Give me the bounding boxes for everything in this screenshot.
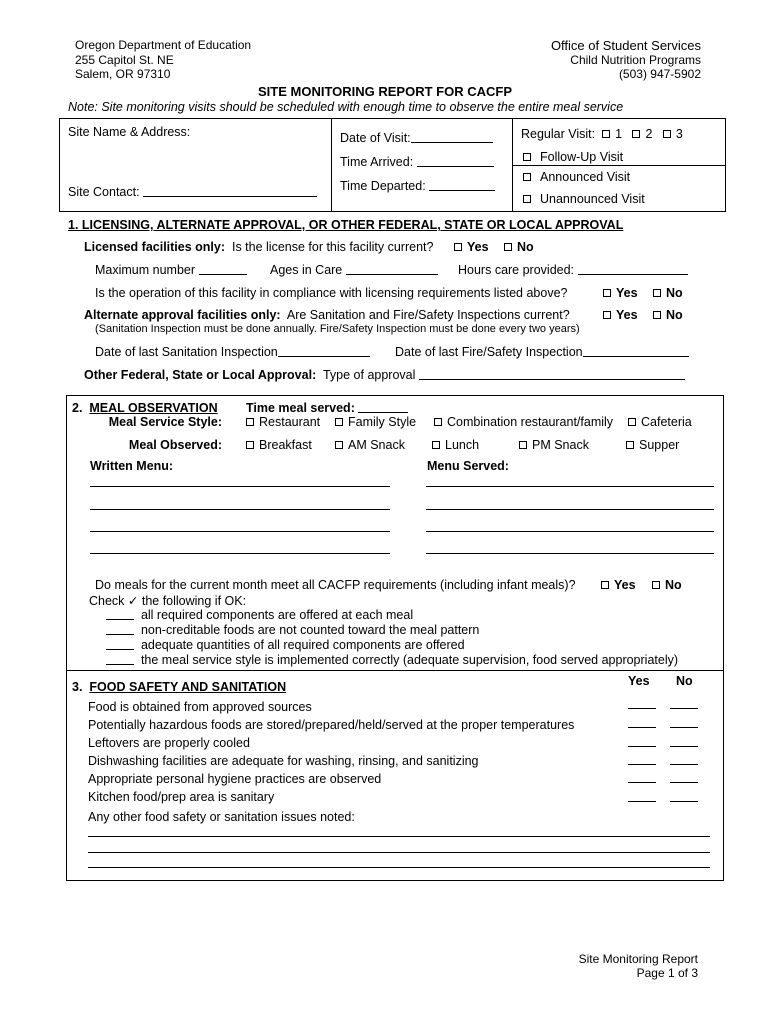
unannounced-checkbox[interactable]	[523, 195, 531, 203]
check-item: the meal service style is implemented correctly (adequate supervision, food served appropriately)	[106, 653, 678, 667]
style-cafeteria: Cafeteria	[628, 415, 692, 429]
licensed-yes: Yes	[454, 240, 489, 254]
scheduling-note: Note: Site monitoring visits should be scheduled with enough time to observe the entire meal service	[68, 100, 624, 114]
written-menu-line[interactable]	[90, 486, 390, 487]
licensed-yes-checkbox[interactable]	[454, 243, 462, 251]
maximum-number: Maximum number	[95, 263, 247, 277]
compliance-question: Is the operation of this facility in compliance with licensing requirements listed above?	[95, 286, 568, 300]
section2-heading: 2. MEAL OBSERVATION	[72, 401, 218, 415]
compliance-yes: Yes	[603, 286, 638, 300]
agency-street: 255 Capitol St. NE	[75, 53, 174, 67]
written-menu-line[interactable]	[90, 531, 390, 532]
restaurant-checkbox[interactable]	[246, 418, 254, 426]
meal-pm-snack: PM Snack	[519, 438, 589, 452]
safety-yes-blank[interactable]	[628, 782, 656, 783]
program-name: Child Nutrition Programs	[570, 53, 701, 67]
safety-no-blank[interactable]	[670, 746, 698, 747]
other-approval: Other Federal, State or Local Approval: Type of approval	[84, 368, 685, 382]
fire-safety-date: Date of last Fire/Safety Inspection	[395, 345, 689, 359]
safety-yes-blank[interactable]	[628, 727, 656, 728]
site-name-label: Site Name & Address:	[68, 125, 191, 139]
style-restaurant: Restaurant	[246, 415, 320, 429]
alternate-yes: Yes	[603, 308, 638, 322]
date-of-visit-field[interactable]	[411, 131, 493, 143]
other-issues-line[interactable]	[88, 852, 710, 853]
fire-safety-date-field[interactable]	[583, 345, 689, 357]
compliance-no-checkbox[interactable]	[653, 289, 661, 297]
requirements-question: Do meals for the current month meet all CACFP requirements (including infant meals)?	[95, 578, 576, 592]
time-departed-field[interactable]	[429, 179, 495, 191]
menu-served-line[interactable]	[426, 486, 714, 487]
type-approval-field[interactable]	[419, 368, 685, 380]
alternate-yes-checkbox[interactable]	[603, 311, 611, 319]
breakfast-checkbox[interactable]	[246, 441, 254, 449]
announced-checkbox[interactable]	[523, 173, 531, 181]
check-item-blank[interactable]	[106, 653, 134, 665]
requirements-no-checkbox[interactable]	[652, 581, 660, 589]
style-family: Family Style	[335, 415, 416, 429]
meal-breakfast: Breakfast	[246, 438, 312, 452]
alternate-no: No	[653, 308, 683, 322]
menu-served-line[interactable]	[426, 553, 714, 554]
service-style-label: Meal Service Style:	[108, 415, 222, 429]
written-menu-label: Written Menu:	[90, 459, 174, 473]
safety-yes-blank[interactable]	[628, 801, 656, 802]
combination-checkbox[interactable]	[434, 418, 442, 426]
sanitation-date: Date of last Sanitation Inspection	[95, 345, 370, 359]
menu-served-line[interactable]	[426, 531, 714, 532]
alternate-question: Alternate approval facilities only: Are Sanitation and Fire/Safety Inspections current?	[84, 308, 570, 322]
other-issues-line[interactable]	[88, 836, 710, 837]
time-arrived-field[interactable]	[417, 155, 494, 167]
no-column-header: No	[676, 674, 693, 688]
ages-in-care-field[interactable]	[346, 263, 438, 275]
safety-item: Leftovers are properly cooled	[88, 736, 250, 750]
check-item-blank[interactable]	[106, 608, 134, 620]
regular-visit: Regular Visit: 1 2 3	[521, 127, 683, 141]
page-number: Page 1 of 3	[636, 966, 698, 980]
footer-title: Site Monitoring Report	[578, 952, 698, 966]
hours-care-field[interactable]	[578, 263, 688, 275]
licensed-no: No	[504, 240, 534, 254]
sanitation-date-field[interactable]	[278, 345, 370, 357]
yes-column-header: Yes	[628, 674, 650, 688]
written-menu-line[interactable]	[90, 553, 390, 554]
regular-visit-2-checkbox[interactable]	[632, 130, 640, 138]
am-snack-checkbox[interactable]	[335, 441, 343, 449]
menu-served-label: Menu Served:	[427, 459, 509, 473]
announced-visit: Announced Visit	[523, 170, 630, 184]
style-combination: Combination restaurant/family	[434, 415, 613, 429]
time-arrived: Time Arrived:	[340, 155, 494, 169]
check-item: all required components are offered at each meal	[106, 608, 413, 622]
safety-yes-blank[interactable]	[628, 746, 656, 747]
family-style-checkbox[interactable]	[335, 418, 343, 426]
follow-up-checkbox[interactable]	[523, 153, 531, 161]
maximum-number-field[interactable]	[199, 263, 247, 275]
requirements-yes-checkbox[interactable]	[601, 581, 609, 589]
time-meal-served-field[interactable]	[358, 401, 408, 413]
site-contact-label: Site Contact:	[68, 185, 317, 199]
compliance-no: No	[653, 286, 683, 300]
check-item: non-creditable foods are not counted toward the meal pattern	[106, 623, 479, 637]
lunch-checkbox[interactable]	[432, 441, 440, 449]
meal-supper: Supper	[626, 438, 679, 452]
safety-item: Food is obtained from approved sources	[88, 700, 312, 714]
other-issues-label: Any other food safety or sanitation issues noted:	[88, 810, 355, 824]
agency-city: Salem, OR 97310	[75, 67, 171, 81]
page-title: SITE MONITORING REPORT FOR CACFP	[258, 84, 512, 99]
section3-heading: 3. FOOD SAFETY AND SANITATION	[72, 680, 287, 694]
agency-name: Oregon Department of Education	[75, 38, 252, 52]
unannounced-visit: Unannounced Visit	[523, 192, 645, 206]
safety-no-blank[interactable]	[670, 782, 698, 783]
safety-item: Dishwashing facilities are adequate for washing, rinsing, and sanitizing	[88, 754, 479, 768]
safety-no-blank[interactable]	[670, 764, 698, 765]
safety-no-blank[interactable]	[670, 708, 698, 709]
compliance-yes-checkbox[interactable]	[603, 289, 611, 297]
hours-care: Hours care provided:	[458, 263, 688, 277]
regular-visit-3-checkbox[interactable]	[663, 130, 671, 138]
safety-item: Kitchen food/prep area is sanitary	[88, 790, 275, 804]
requirements-yes: Yes	[601, 578, 636, 592]
written-menu-line[interactable]	[90, 509, 390, 510]
requirements-no: No	[652, 578, 682, 592]
regular-visit-1-checkbox[interactable]	[602, 130, 610, 138]
safety-no-blank[interactable]	[670, 801, 698, 802]
site-contact-field[interactable]	[143, 185, 317, 197]
menu-served-line[interactable]	[426, 509, 714, 510]
check-item-blank[interactable]	[106, 638, 134, 650]
meal-am-snack: AM Snack	[335, 438, 405, 452]
inspection-note: (Sanitation Inspection must be done annually. Fire/Safety Inspection must be done every two years)	[95, 323, 580, 335]
check-item-blank[interactable]	[106, 623, 134, 635]
ages-in-care: Ages in Care	[270, 263, 438, 277]
meal-lunch: Lunch	[432, 438, 479, 452]
office-phone: (503) 947-5902	[618, 67, 701, 81]
other-issues-line[interactable]	[88, 867, 710, 868]
check-item: adequate quantities of all required components are offered	[106, 638, 465, 652]
meal-observed-label: Meal Observed:	[128, 438, 222, 452]
safety-yes-blank[interactable]	[628, 708, 656, 709]
licensed-no-checkbox[interactable]	[504, 243, 512, 251]
safety-item: Potentially hazardous foods are stored/prepared/held/served at the proper temperatures	[88, 718, 575, 732]
check-instructions: Check ✓ the following if OK:	[89, 594, 247, 608]
office-name: Office of Student Services	[550, 38, 701, 53]
section1-heading: 1. LICENSING, ALTERNATE APPROVAL, OR OTHER FEDERAL, STATE OR LOCAL APPROVAL	[68, 218, 624, 232]
alternate-no-checkbox[interactable]	[653, 311, 661, 319]
safety-no-blank[interactable]	[670, 727, 698, 728]
date-of-visit: Date of Visit:	[340, 131, 493, 145]
time-departed: Time Departed:	[340, 179, 495, 193]
pm-snack-checkbox[interactable]	[519, 441, 527, 449]
cafeteria-checkbox[interactable]	[628, 418, 636, 426]
safety-yes-blank[interactable]	[628, 764, 656, 765]
supper-checkbox[interactable]	[626, 441, 634, 449]
licensed-question: Licensed facilities only: Is the license for this facility current?	[84, 240, 434, 254]
follow-up-visit: Follow-Up Visit	[523, 150, 623, 164]
safety-item: Appropriate personal hygiene practices are observed	[88, 772, 382, 786]
time-meal-served: Time meal served:	[246, 401, 408, 415]
